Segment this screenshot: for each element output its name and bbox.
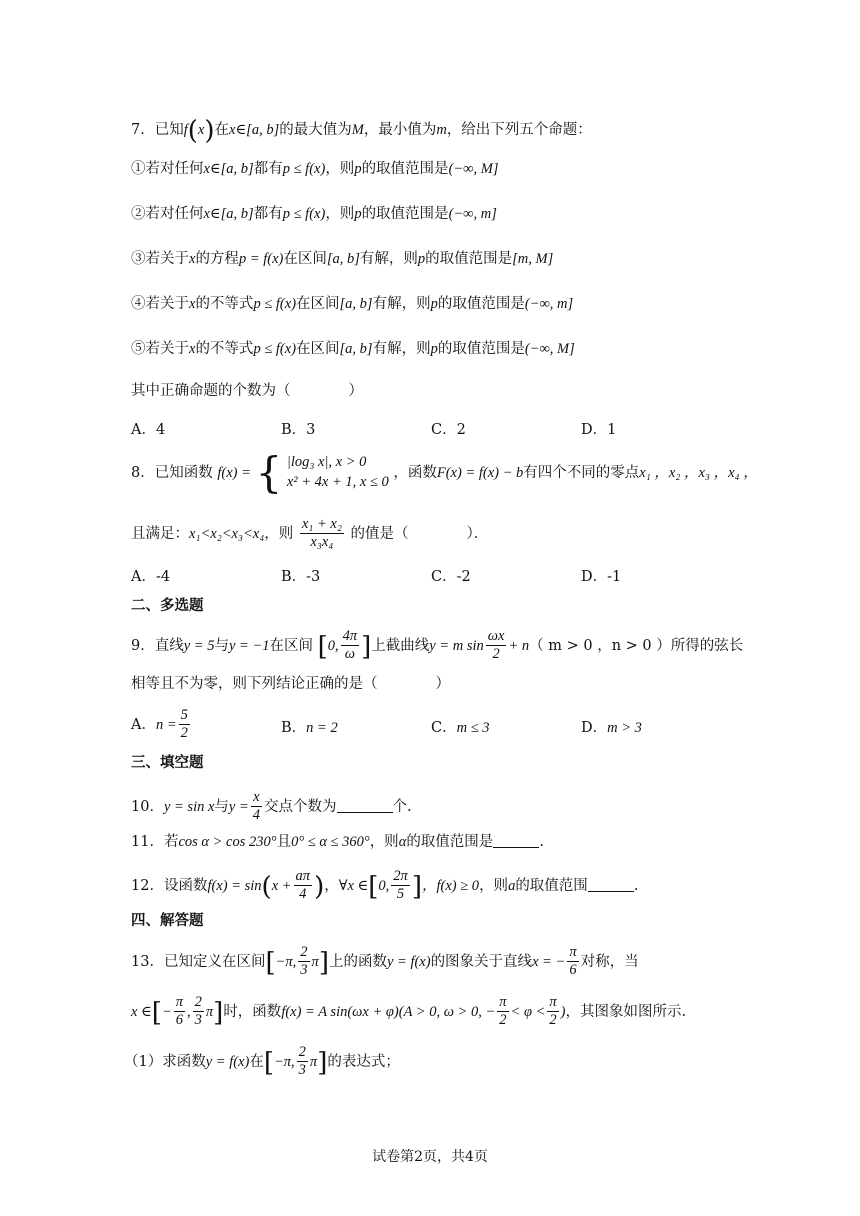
- q9-int-frac: [341, 628, 360, 664]
- q13-l2-when: 时，函数: [223, 1003, 282, 1020]
- q13-line-frac: [567, 944, 578, 980]
- q7-f: f: [183, 122, 188, 138]
- q13-sub1: （1）求函数y = f(x)在[−π, $\frac{2}{3}$ π]的表达式；: [124, 1044, 400, 1079]
- q13-l2-x: x ∈: [131, 1003, 152, 1020]
- q9-option-d-expr: m > 3: [607, 720, 642, 736]
- q7-proposition-2: [131, 207, 497, 222]
- q9-int-num: 4π: [341, 628, 360, 646]
- q9-curve-num: ωx: [486, 628, 507, 646]
- p3-int: [a, b]: [326, 251, 360, 267]
- p3-range: [m, M]: [512, 251, 554, 267]
- q9-int-den: ω: [344, 646, 355, 663]
- q11-alpha: α: [398, 834, 407, 850]
- q13-sub1-pre: （1）求函数: [124, 1053, 206, 1070]
- section-solutions: 四、解答题: [131, 912, 204, 929]
- q7-stem: 7．已知f(x)在x∈[a, b]的最大值为M，最小值为m，给出下列五个命题：: [131, 116, 592, 146]
- p4-inint: 在区间: [296, 296, 340, 312]
- q8-option-b[interactable]: B．-3: [281, 569, 321, 585]
- q9-inint: 在区间: [269, 637, 313, 654]
- q9-option-d-label: D．: [581, 720, 608, 736]
- q10-and: 与: [214, 798, 229, 815]
- q13-l2-den2: 3: [194, 1012, 202, 1029]
- p4-p: p: [430, 296, 438, 312]
- q7-proposition-1: [131, 162, 498, 177]
- p1-lead: ①若对任何: [131, 161, 204, 177]
- q13-l2-post: ，其图象如图所示.: [565, 1003, 687, 1020]
- q13-l2-comma: ,: [187, 1003, 191, 1020]
- q13-sub1-num: 2: [297, 1044, 308, 1062]
- p2-ineq: p ≤ f(x): [282, 206, 326, 222]
- q13-sub1-int-left: −π,: [273, 1053, 295, 1070]
- q8-stem: 8．已知函数 f(x) = { |log₃ x|, x > 0 x² + 4x + 1, x ≤ 0 ，函数F(x) = f(x) − b有四个不同的零点x₁ ，x₂ ，x₃ ，x₄ ，: [131, 448, 758, 497]
- q9-option-a[interactable]: [131, 707, 192, 743]
- q8-f: f(x) =: [217, 465, 251, 481]
- q7-interval: x∈[a, b]: [229, 122, 280, 138]
- q9-line2: 相等且不为零，则下列结论正确的是（ ）: [131, 676, 450, 692]
- p3-eq: p = f(x): [238, 251, 284, 267]
- q13-l2-num2: 2: [193, 994, 204, 1012]
- section-fill-in: 三、填空题: [131, 754, 204, 771]
- q10-label: 10．: [131, 798, 164, 815]
- q9-option-c-expr: m ≤ 3: [456, 720, 490, 736]
- q7-count-question: 其中正确命题的个数为（ ）: [131, 383, 363, 399]
- q13-sub1-frac: [297, 1044, 308, 1080]
- q13-stem: 13．已知定义在区间[−π, $\frac{2}{3}$ π]上的函数y = f(x)的图象关于直线x = − $\frac{\pi}{6}$ 对称，当: [131, 944, 639, 979]
- q8-mid: ，函数: [393, 465, 437, 481]
- p5-int: [a, b]: [339, 341, 373, 357]
- q13-l2-frac3: [497, 994, 508, 1030]
- q9-option-a-n: n =: [155, 716, 177, 733]
- q8-option-d[interactable]: D．-1: [581, 569, 622, 585]
- q7-label: 7．已知: [131, 122, 184, 138]
- q9-option-a-label: A．: [131, 716, 156, 733]
- q12-num: aπ: [294, 868, 313, 886]
- q10-tail: 个.: [392, 798, 412, 815]
- q8-zeros: x₁ ，x₂ ，x₃ ，x₄ ，: [639, 465, 758, 481]
- p5-then: 有解，则: [372, 341, 431, 357]
- q9-option-d[interactable]: [581, 716, 642, 737]
- q9-option-b-label: B．: [281, 720, 307, 736]
- q10-a: y = sin x: [163, 798, 215, 815]
- q9-and: 与: [214, 637, 229, 654]
- q9-option-b[interactable]: [281, 716, 338, 737]
- q12-a: a: [508, 877, 516, 894]
- p2-then: ，则: [325, 206, 355, 222]
- q12: 12．设函数f(x) = sin(x + $\frac{a\pi}{4}$ )，∀x ∈[0, $\frac{2\pi}{5}$ ]，f(x) ≥ 0，则a的取值范围 .: [131, 868, 639, 903]
- q8-frac-den: x₃x₄: [310, 534, 334, 551]
- q13-line-den: 6: [569, 962, 577, 979]
- q13-l2-den1: 6: [175, 1012, 183, 1029]
- p3-p: p: [417, 251, 426, 267]
- p5-range-text: 的取值范围是: [437, 341, 525, 357]
- q9-option-a-num: 5: [179, 707, 190, 725]
- section-multiple-choice: 二、多选题: [131, 597, 204, 614]
- q12-post: 的取值范围: [515, 877, 588, 894]
- q12-tail: .: [633, 877, 639, 894]
- q13-l2-num4: π: [547, 994, 558, 1012]
- q12-forall: ∀x ∈: [338, 877, 369, 894]
- q8-F: F(x) = f(x) − b: [436, 465, 524, 481]
- q12-f: f(x) = sin: [207, 877, 262, 894]
- p2-mid: 都有: [253, 206, 283, 222]
- q13-sub1-post: 的表达式；: [327, 1053, 400, 1070]
- q8-line2: [131, 516, 488, 552]
- q13-l2-frac1: [174, 994, 185, 1030]
- q12-int-frac: [391, 868, 410, 904]
- p3-lead: ③若关于: [131, 251, 189, 267]
- p2-range: (−∞, m]: [448, 206, 497, 222]
- q12-int-num: 2π: [391, 868, 410, 886]
- p1-then: ，则: [325, 161, 355, 177]
- q13-sub1-den: 3: [298, 1062, 306, 1079]
- p1-mid: 都有: [253, 161, 283, 177]
- q9-stem: 9．直线y = 5与y = −1在区间 [0, $\frac{4\pi}{\omega}$ ]上截曲线y = m sin $\frac{\omega x}{2}$ + n（ m > 0 ，n > 0 ）所得的弦长: [131, 628, 744, 663]
- q12-answer-blank[interactable]: [588, 890, 634, 892]
- q12-x: x +: [271, 877, 292, 894]
- q13-int-num: 2: [298, 944, 309, 962]
- q13-line: x = −: [532, 953, 566, 970]
- q13-label: 13．已知定义在区间: [131, 953, 266, 970]
- q12-frac: [294, 868, 313, 904]
- q13-l2-frac4: [547, 994, 558, 1030]
- q7-option-a[interactable]: A．4: [131, 422, 166, 438]
- q7-post: ，给出下列五个命题：: [446, 122, 592, 138]
- q13-line2: x ∈[− $\frac{\pi}{6}$ , $\frac{2}{3}$ π]时，函数f(x) = A sin(ωx + φ)(A > 0, ω > 0, − $\frac{\pi}{2}$ < φ < $\frac{\pi}{2}$ )，其图象如图所示.: [131, 994, 687, 1029]
- q11-range: 0° ≤ α ≤ 360°: [291, 834, 370, 850]
- q9-option-c-label: C．: [431, 720, 457, 736]
- q8-then: ，则: [264, 525, 294, 542]
- p5-p: p: [430, 341, 438, 357]
- p5-eq: p ≤ f(x): [253, 341, 297, 357]
- p4-range: (−∞, m]: [524, 296, 574, 312]
- q7-m: m: [436, 122, 447, 138]
- q11: [131, 835, 544, 850]
- q9-option-a-den: 2: [180, 725, 188, 742]
- q11-then: ，则: [369, 834, 399, 850]
- q9-curve-den: 2: [492, 646, 500, 663]
- q9-curve-frac: [486, 628, 507, 664]
- p1-range: (−∞, M]: [448, 161, 499, 177]
- q9-label: 9．直线: [131, 637, 184, 654]
- q10-post: 交点个数为: [264, 798, 337, 815]
- q10-b: y =: [228, 798, 249, 815]
- q8-post: 有四个不同的零点: [523, 465, 640, 481]
- q13-sym: 的图象关于直线: [430, 953, 533, 970]
- p5-lead: ⑤若关于: [131, 341, 189, 357]
- p5-range: (−∞, M]: [524, 341, 575, 357]
- p1-cond: x∈[a, b]: [203, 161, 254, 177]
- p2-p: p: [354, 206, 362, 222]
- p3-then: 有解，则: [359, 251, 418, 267]
- p4-then: 有解，则: [372, 296, 431, 312]
- q7-max-text: 的最大值为: [279, 122, 352, 138]
- q11-post: 的取值范围是: [406, 834, 494, 850]
- q10: [131, 789, 412, 825]
- q12-comma: ，: [324, 877, 339, 894]
- p4-range-text: 的取值范围是: [437, 296, 525, 312]
- p2-cond: x∈[a, b]: [203, 206, 254, 222]
- q7-option-d[interactable]: D．1: [581, 422, 617, 438]
- q11-cond: cos α > cos 230°: [178, 834, 277, 850]
- q11-label: 11．若: [131, 834, 179, 850]
- q13-line-num: π: [567, 944, 578, 962]
- q10-num: x: [251, 789, 262, 807]
- q13-l2-num3: π: [497, 994, 508, 1012]
- q8-case1: |log₃ x|, x > 0: [286, 454, 367, 471]
- q11-and: 且: [276, 834, 292, 850]
- p2-lead: ②若对任何: [131, 206, 204, 222]
- q13-l2-lt: < φ <: [510, 1003, 546, 1020]
- q7-min-text: ，最小值为: [363, 122, 437, 138]
- q9-curve-pre: y = m sin: [429, 637, 484, 654]
- p3-range-text: 的取值范围是: [425, 251, 513, 267]
- q13-fn: y = f(x): [386, 953, 431, 970]
- p1-p: p: [354, 161, 362, 177]
- p2-range-text: 的取值范围是: [361, 206, 449, 222]
- q13-l2-f: f(x) = A sin(ωx + φ)(A > 0, ω > 0, −: [281, 1003, 496, 1020]
- p4-x: x: [189, 296, 196, 312]
- q13-l2-pi: π: [205, 1003, 214, 1020]
- q13-l2-close: ): [560, 1003, 566, 1020]
- q8-frac-num: x₁ + x₂: [300, 516, 344, 534]
- q8-label: 8．已知函数: [131, 465, 213, 481]
- p3-mid: 的方程: [195, 251, 239, 267]
- q7-option-c[interactable]: C．2: [431, 422, 466, 438]
- q13-sub1-pi: π: [309, 1053, 318, 1070]
- q8-line2-post: 的值是（ ）．: [350, 525, 489, 542]
- q13-l2-den3: 2: [499, 1012, 507, 1029]
- p3-inint: 在区间: [283, 251, 327, 267]
- q13-mid: 上的函数: [328, 953, 387, 970]
- q8-piecewise: [287, 453, 389, 492]
- q8-order: x₁<x₂<x₃<x₄: [189, 525, 265, 542]
- p4-eq: p ≤ f(x): [253, 296, 297, 312]
- q7-proposition-5: [131, 342, 575, 357]
- q13-int-den: 3: [300, 962, 308, 979]
- p1-ineq: p ≤ f(x): [282, 161, 326, 177]
- q10-answer-blank[interactable]: [337, 811, 393, 813]
- q13-int-frac: [298, 944, 309, 980]
- p5-inint: 在区间: [296, 341, 340, 357]
- q13-int-left: −π,: [275, 953, 297, 970]
- q13-l2-minus: −: [161, 1003, 172, 1020]
- q13-sub1-in: 在: [249, 1053, 264, 1070]
- q10-den: 4: [252, 807, 261, 824]
- q7-option-b[interactable]: B．3: [281, 422, 316, 438]
- p5-x: x: [189, 341, 196, 357]
- q7-proposition-4: [131, 297, 573, 312]
- q11-tail: .: [539, 834, 544, 850]
- q9-cut: 上截曲线: [371, 637, 430, 654]
- q7-in: 在: [214, 122, 230, 138]
- p5-mid: 的不等式: [195, 341, 254, 357]
- q12-int-left: 0,: [378, 877, 390, 894]
- q9-option-b-expr: n = 2: [306, 720, 338, 736]
- q9-line2: y = −1: [228, 637, 270, 654]
- q8-case2: x² + 4x + 1, x ≤ 0: [286, 474, 389, 490]
- q13-int-pi: π: [311, 953, 319, 970]
- q13-l2-num1: π: [174, 994, 185, 1012]
- q7-M: M: [351, 122, 364, 138]
- q12-label: 12．设函数: [131, 877, 208, 894]
- q11-answer-blank[interactable]: [493, 846, 539, 848]
- q8-option-c[interactable]: C．-2: [431, 569, 471, 585]
- q8-line2-pre: 且满足：: [131, 525, 189, 542]
- p1-range-text: 的取值范围是: [361, 161, 449, 177]
- q8-fraction: [300, 516, 344, 552]
- q12-then: ，则: [479, 877, 509, 894]
- p4-mid: 的不等式: [195, 296, 254, 312]
- q8-option-a[interactable]: A．-4: [131, 569, 171, 585]
- q9-curve-post: + n: [508, 637, 530, 654]
- p4-int: [a, b]: [339, 296, 373, 312]
- q7-proposition-3: [131, 252, 553, 267]
- q9-cond: （ m > 0 ，n > 0 ）所得的弦长: [529, 637, 744, 654]
- page-footer: 试卷第2页，共4页: [372, 1149, 488, 1165]
- q9-option-c[interactable]: [431, 716, 490, 737]
- q9-option-a-frac: [179, 707, 190, 743]
- q13-l2-den4: 2: [549, 1012, 557, 1029]
- q10-frac: [251, 789, 262, 825]
- q12-den: 4: [299, 886, 307, 903]
- p3-x: x: [189, 251, 196, 267]
- p4-lead: ④若关于: [131, 296, 189, 312]
- q9-int-left: 0,: [327, 637, 339, 654]
- q12-int-den: 5: [396, 886, 405, 903]
- q13-sub1-fn: y = f(x): [205, 1053, 250, 1070]
- q12-cond: ，f(x) ≥ 0: [421, 877, 480, 894]
- q9-line1: y = 5: [183, 637, 215, 654]
- q13-l2-frac2: [193, 994, 204, 1030]
- q13-post: 对称，当: [580, 953, 639, 970]
